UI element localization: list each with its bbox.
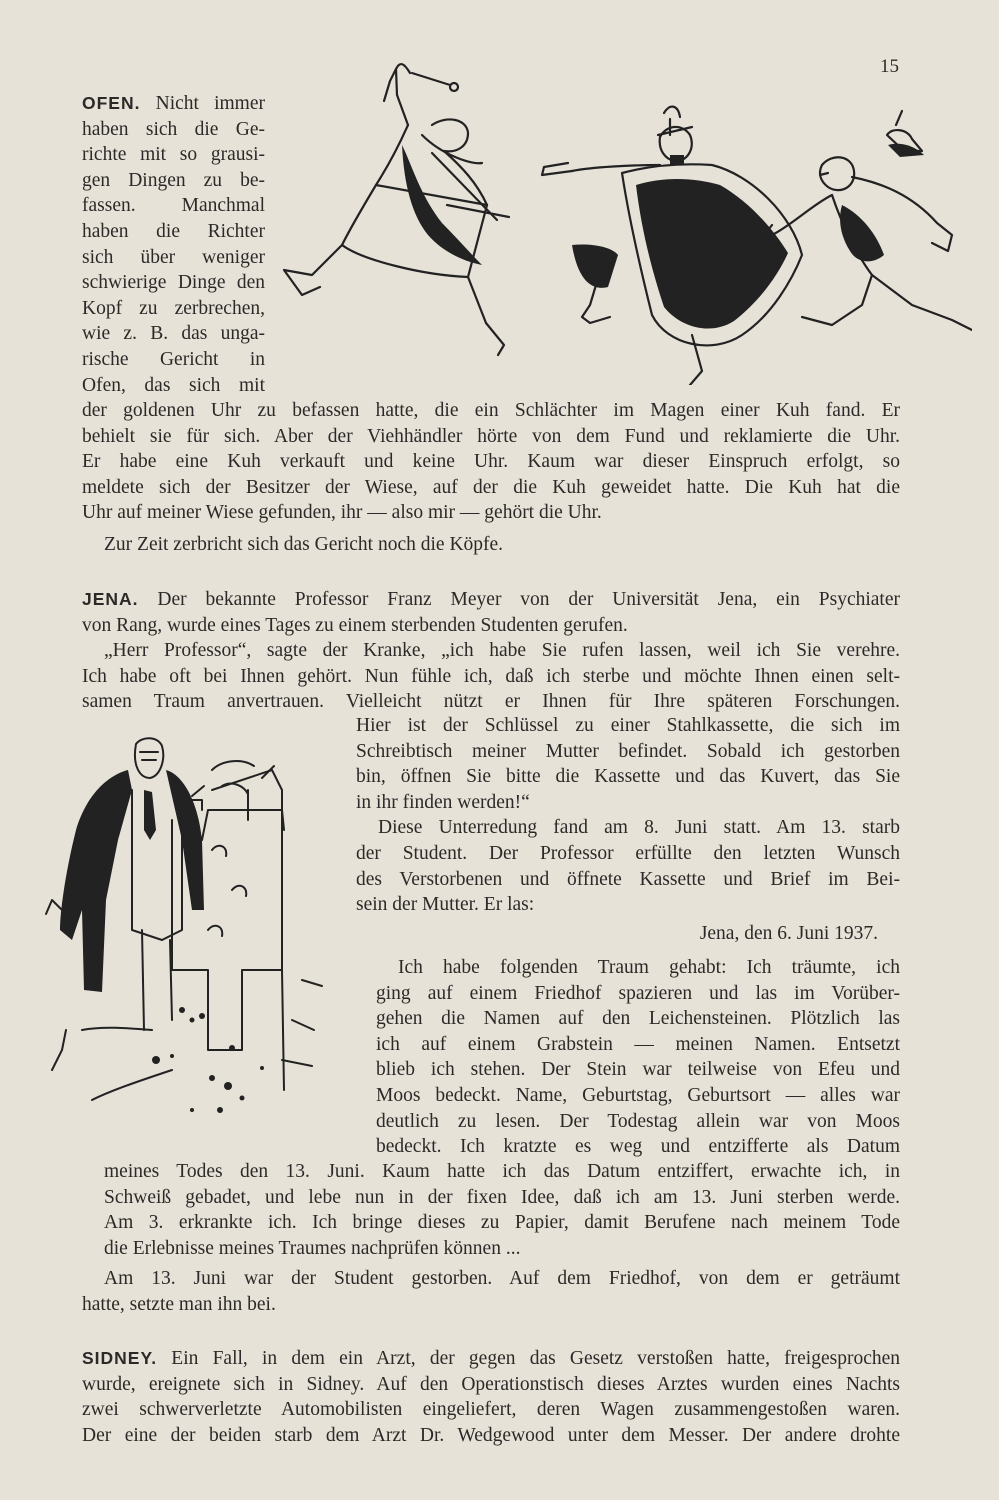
jena-line: Hier ist der Schlüssel zu einer Stahlkassette, die sich im [356, 715, 900, 736]
letter-line: bedeckt. Ich kratzte es weg und entzifferte als Datum [376, 1136, 900, 1158]
jena-line: bin, öffnen Sie bitte die Kassette und das Kuvert, das Sie [356, 766, 900, 788]
jena-line: Schreibtisch meiner Mutter befindet. Sobald ich gestorben [356, 740, 900, 762]
letter-line: meines Todes den 13. Juni. Kaum hatte ich das Datum entziffert, erwachte ich, in [104, 1161, 900, 1182]
letter-line: blieb ich stehen. Der Stein war teilweise von Efeu und [376, 1059, 900, 1081]
letter-line: Moos bedeckt. Name, Geburtstag, Geburtsort — alles war [376, 1084, 900, 1106]
ofen-line: haben sich die Ge- [82, 118, 265, 140]
ofen-line: rische Gericht in [82, 348, 265, 370]
jena-line: sein der Mutter. Er las: [356, 894, 535, 916]
jena-line: Ich habe oft bei Ihnen gehört. Nun fühle ich, daß ich sterbe und möchte Ihnen einen selt- [82, 665, 900, 687]
page-number: 15 [880, 56, 899, 77]
jena-intro [82, 587, 900, 715]
letter-line: ging auf einem Friedhof spazieren und las im Vorüber- [376, 982, 900, 1004]
ofen-line: schwierige Dinge den [82, 272, 265, 294]
ofen-line: gen Dingen zu be- [82, 169, 265, 191]
letter-line: deutlich zu lesen. Der Todestag allein war von Moos [376, 1110, 900, 1132]
jena-line: hatte, setzte man ihn bei. [82, 1293, 276, 1315]
ofen-illustration [272, 55, 972, 385]
jena-line: der Student. Der Professor erfüllte den letzten Wunsch [356, 842, 900, 864]
jena-line: des Verstorbenen und öffnete Kassette und Brief im Bei- [356, 868, 900, 890]
letter-line: Am 3. erkrankte ich. Ich bringe dieses zu Papier, damit Berufene nach meinem Tode [104, 1212, 900, 1234]
jena-letter-wide [104, 1159, 900, 1261]
ofen-heading: OFEN. [82, 93, 141, 113]
ofen-line: meldete sich der Besitzer der Wiese, auf der die Kuh geweidet hatte. Die Kuh hat die [82, 476, 900, 498]
sidney-line: Der eine der beiden starb dem Arzt Dr. Wedgewood unter dem Messer. Der andere drohte [82, 1424, 900, 1446]
jena-column-a [356, 713, 900, 918]
ofen-line: Ofen, das sich mit [82, 374, 265, 396]
sidney-heading: SIDNEY. [82, 1348, 158, 1368]
ofen-line: fassen. Manchmal [82, 195, 265, 217]
letter-date: Jena, den 6. Juni 1937. [699, 923, 878, 944]
letter-line: gehen die Namen auf den Leichensteinen. Plötzlich las [376, 1008, 900, 1030]
jena-line: in ihr finden werden!“ [356, 791, 530, 813]
ofen-line: OFEN. Nicht immer [82, 93, 265, 114]
jena-line: samen Traum anvertrauen. Vielleicht nützt er Ihnen für Ihre späteren Forschungen. [82, 691, 900, 713]
ofen-line: behielt sie für sich. Aber der Viehhändler hörte von dem Fund und reklamierte die Uhr. [82, 425, 900, 447]
ofen-line: haben die Richter [82, 220, 265, 242]
ofen-line: Kopf zu zerbrechen, [82, 297, 265, 319]
jena-line: Am 13. Juni war der Student gestorben. Auf dem Friedhof, von dem er geträumt [104, 1268, 900, 1289]
letter-line: ich auf einem Grabstein — meinen Namen. Entsetzt [376, 1033, 900, 1055]
sidney-line: SIDNEY. Ein Fall, in dem ein Arzt, der gegen das Gesetz verstoßen hatte, freigesprochen [82, 1348, 901, 1369]
jena-line: JENA. Der bekannte Professor Franz Meyer von der Universität Jena, ein Psychiater [82, 589, 901, 610]
jena-line: Diese Unterredung fand am 8. Juni statt. Am 13. starb [378, 817, 900, 839]
ofen-narrow-block [82, 91, 265, 398]
ofen-wide-block [82, 398, 900, 526]
jena-letter-column [376, 955, 900, 1160]
ofen-line: richte mit so grausi- [82, 144, 265, 166]
ofen-line: Er habe eine Kuh verkauft und keine Uhr. Kaum war dieser Einspruch erfolgt, so [82, 451, 900, 473]
sidney-line: zwei schwerverletzte Automobilisten eingeliefert, deren Wagen zusammengestoßen waren. [82, 1399, 900, 1421]
jena-illustration [32, 730, 352, 1130]
letter-line: Schweiß gebadet, und lebe nun in der fixen Idee, daß ich am 13. Juni sterben werde. [104, 1186, 900, 1208]
letter-date-block [560, 921, 878, 947]
letter-line: die Erlebnisse meines Traumes nachprüfen können ... [104, 1237, 521, 1259]
ofen-line: wie z. B. das unga- [82, 323, 265, 345]
jena-heading: JENA. [82, 589, 139, 609]
jena-closing [82, 1266, 900, 1317]
jena-line: von Rang, wurde eines Tages zu einem sterbenden Studenten gerufen. [82, 614, 628, 636]
ofen-line: sich über weniger [82, 246, 265, 268]
ofen-line: der goldenen Uhr zu befassen hatte, die ein Schlächter im Magen einer Kuh fand. Er [82, 400, 900, 421]
jena-line: „Herr Professor“, sagte der Kranke, „ich habe Sie rufen lassen, weil ich Sie verehre. [104, 640, 900, 662]
sidney-block [82, 1346, 900, 1448]
sidney-line: wurde, ereignete sich in Sidney. Auf den Operationstisch dieses Arztes wurden eines Nachts [82, 1373, 900, 1395]
ofen-closing: Zur Zeit zerbricht sich das Gericht noch die Köpfe. [104, 534, 504, 555]
ofen-line: Uhr auf meiner Wiese gefunden, ihr — also mir — gehört die Uhr. [82, 502, 602, 524]
letter-line: Ich habe folgenden Traum gehabt: Ich träumte, ich [398, 957, 900, 978]
